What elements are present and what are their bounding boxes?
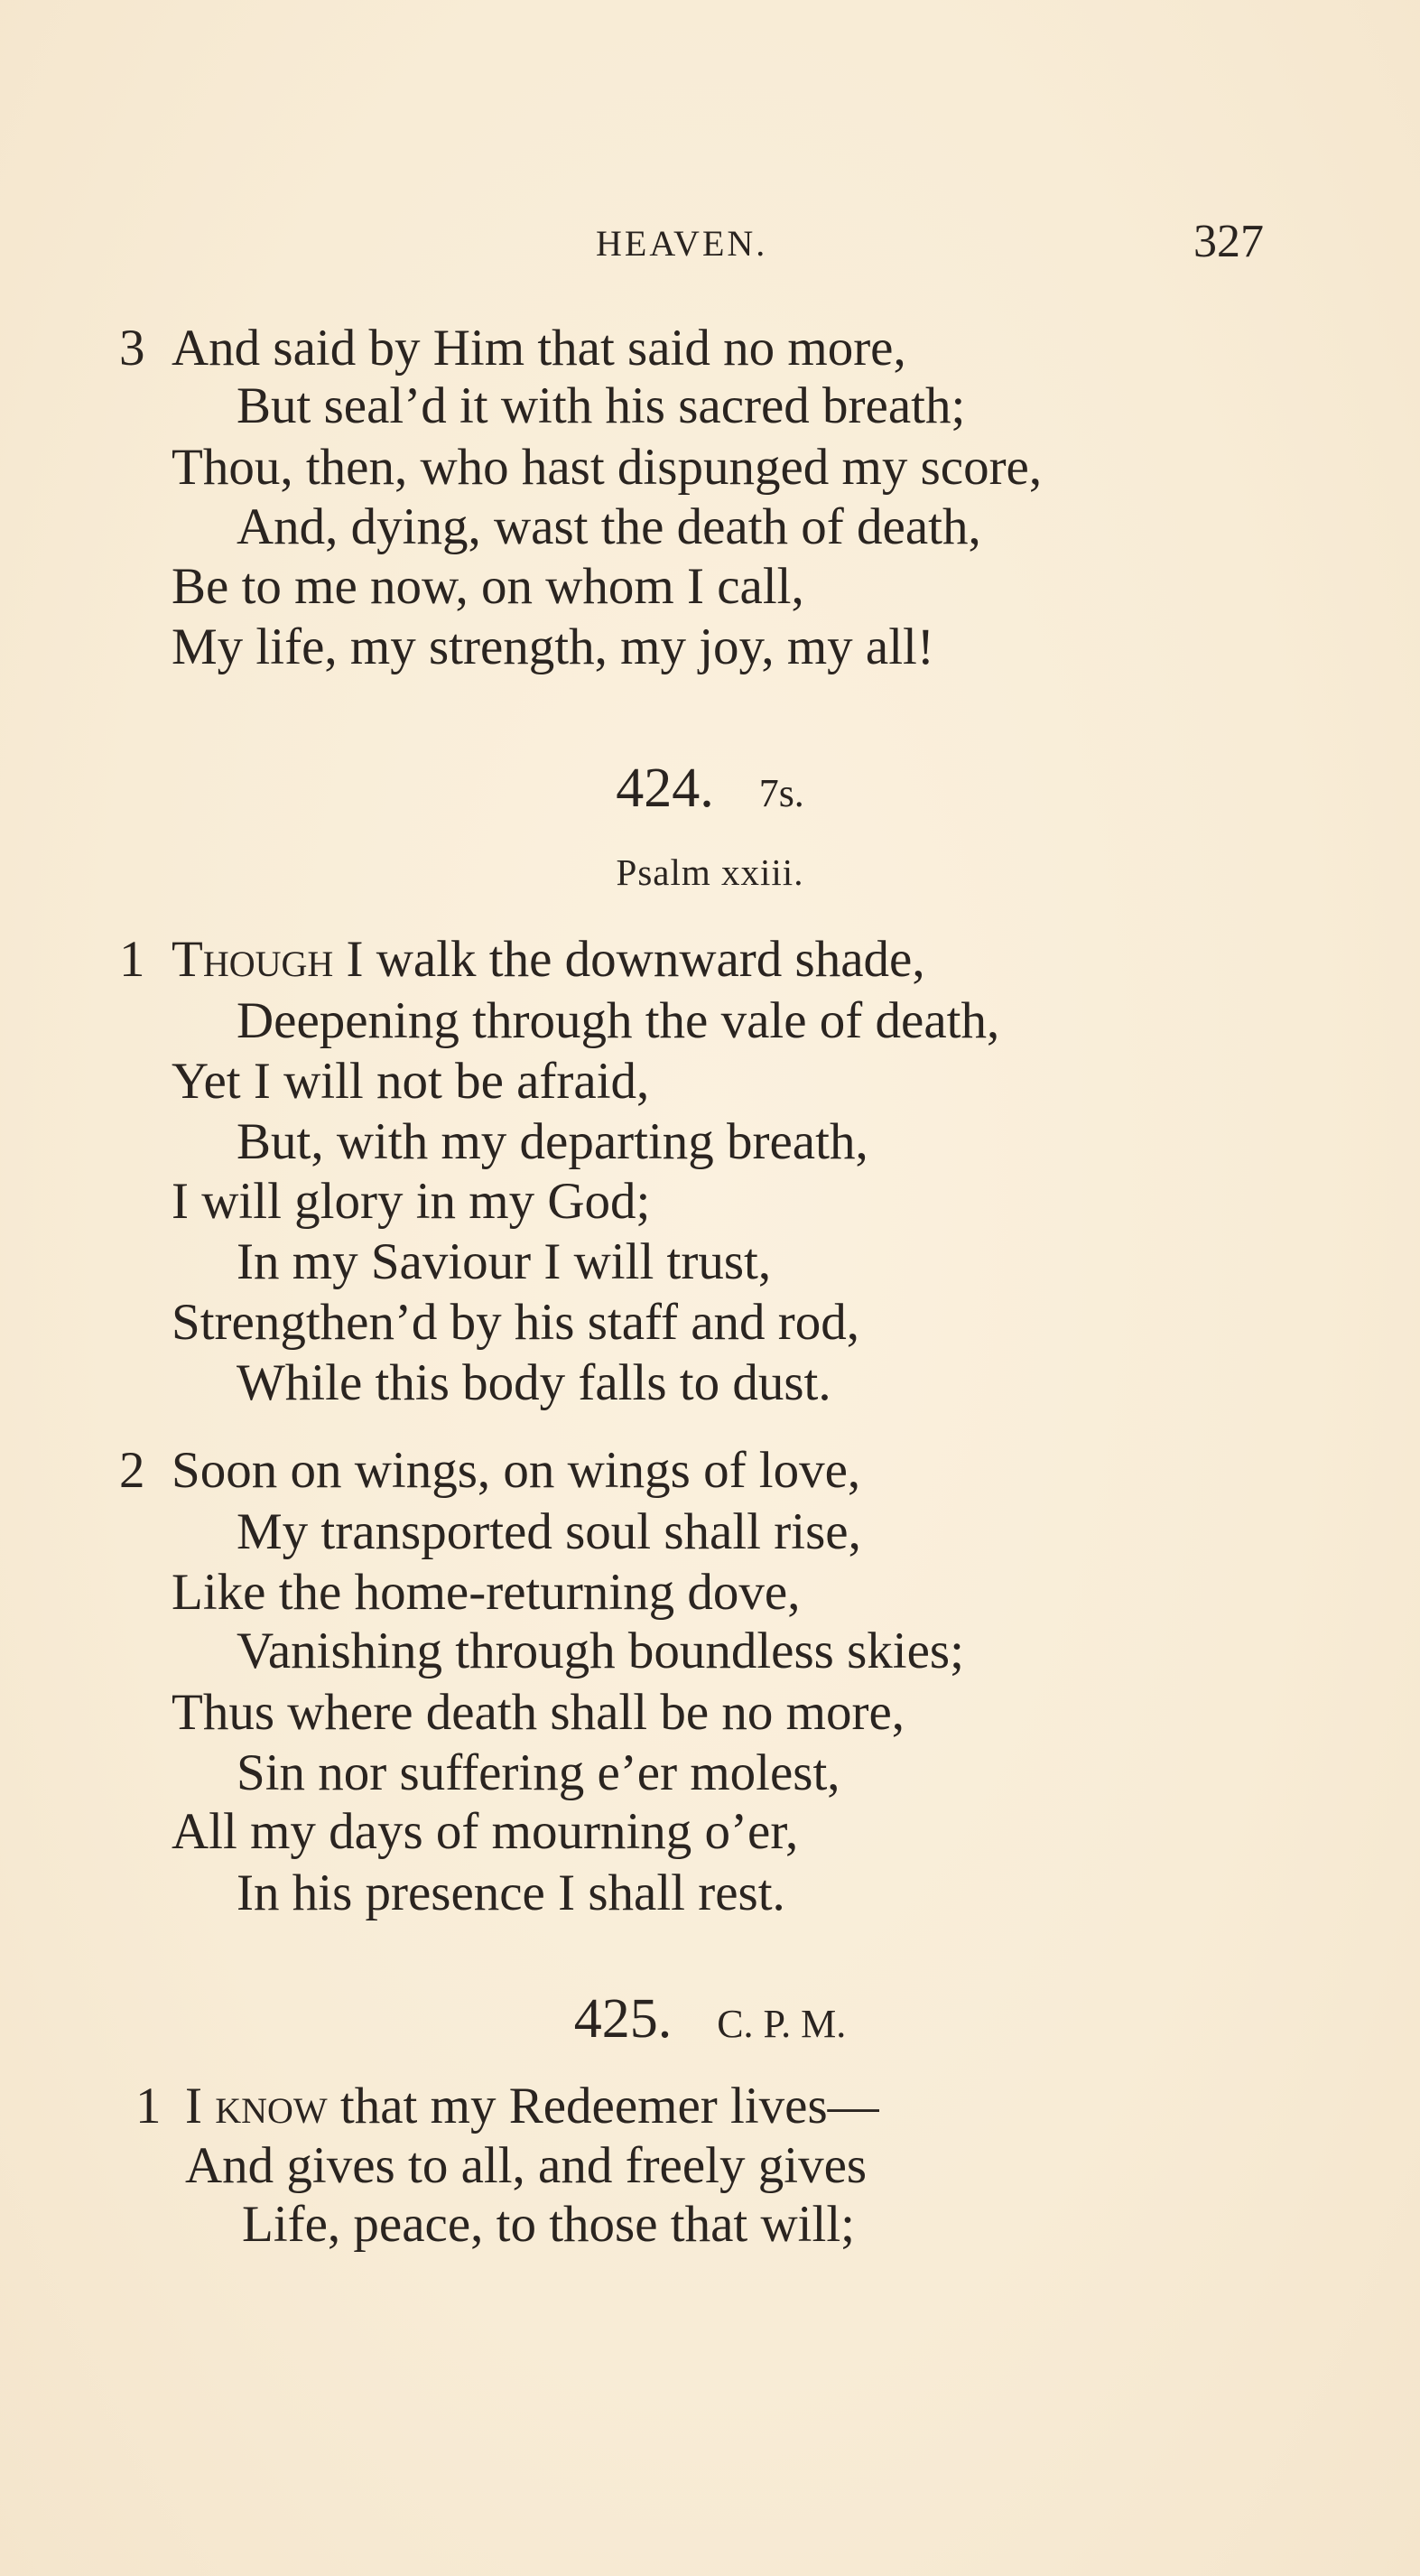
verse-line-rest: that my Redeemer lives—: [327, 2078, 879, 2134]
verse-number: 1: [119, 931, 145, 988]
verse-line: I will glory in my God;: [172, 1173, 651, 1230]
running-head: [0, 215, 1420, 269]
hymn-number: 425.: [573, 1988, 673, 2050]
verse-line: While this body falls to dust.: [237, 1354, 831, 1411]
verse-line-rest: I walk the downward shade,: [333, 931, 925, 988]
hymn-heading: [0, 758, 1420, 819]
hymn-meter: C. P. M.: [717, 2002, 847, 2046]
verse-line: And gives to all, and freely gives: [185, 2137, 868, 2194]
verse-line: And said by Him that said no more,: [172, 320, 906, 377]
verse-line: In my Saviour I will trust,: [237, 1233, 772, 1290]
verse-line: Strengthen’d by his staff and rod,: [172, 1294, 859, 1351]
verse-line: Vanishing through boundless skies;: [237, 1623, 964, 1679]
verse-line: But seal’d it with his sacred breath;: [237, 377, 966, 434]
hymn-number: 424.: [616, 758, 714, 819]
verse-line: And, dying, wast the death of death,: [237, 498, 981, 555]
verse-line: Thus where death shall be no more,: [172, 1684, 905, 1741]
verse-line: Soon on wings, on wings of love,: [172, 1442, 861, 1499]
verse-line: Be to me now, on whom I call,: [172, 558, 804, 615]
small-caps-word: know: [215, 2078, 328, 2134]
verse-line: Yet I will not be afraid,: [172, 1053, 650, 1110]
verse-line: In his presence I shall rest.: [237, 1865, 785, 1921]
verse-line: My life, my strength, my joy, my all!: [172, 618, 934, 675]
hymn-subtitle: Psalm xxiii.: [616, 851, 804, 893]
verse-line: Thou, then, who hast dispunged my score,: [172, 439, 1043, 496]
page-number: 327: [1193, 216, 1264, 267]
drop-word: I: [185, 2078, 202, 2134]
verse-line: Deepening through the vale of death,: [237, 992, 1000, 1049]
verse-line: But, with my departing breath,: [237, 1113, 868, 1170]
verse-number: 1: [135, 2078, 162, 2134]
verse-line: Sin nor suffering e’er molest,: [237, 1744, 840, 1801]
verse-number: 2: [119, 1442, 145, 1499]
hymn-meter: 7s.: [758, 771, 804, 815]
drop-word: Though: [172, 931, 334, 988]
verse-number: 3: [119, 320, 145, 377]
verse-line: My transported soul shall rise,: [237, 1503, 861, 1560]
verse-line: Like the home-returning dove,: [172, 1564, 801, 1621]
verse-line: Life, peace, to those that will;: [242, 2196, 856, 2253]
verse-line: [185, 2080, 879, 2132]
hymn-heading: [0, 1988, 1420, 2050]
verse-line: [172, 931, 925, 988]
verse-line: All my days of mourning o’er,: [172, 1803, 799, 1860]
running-title: HEAVEN.: [596, 223, 768, 264]
